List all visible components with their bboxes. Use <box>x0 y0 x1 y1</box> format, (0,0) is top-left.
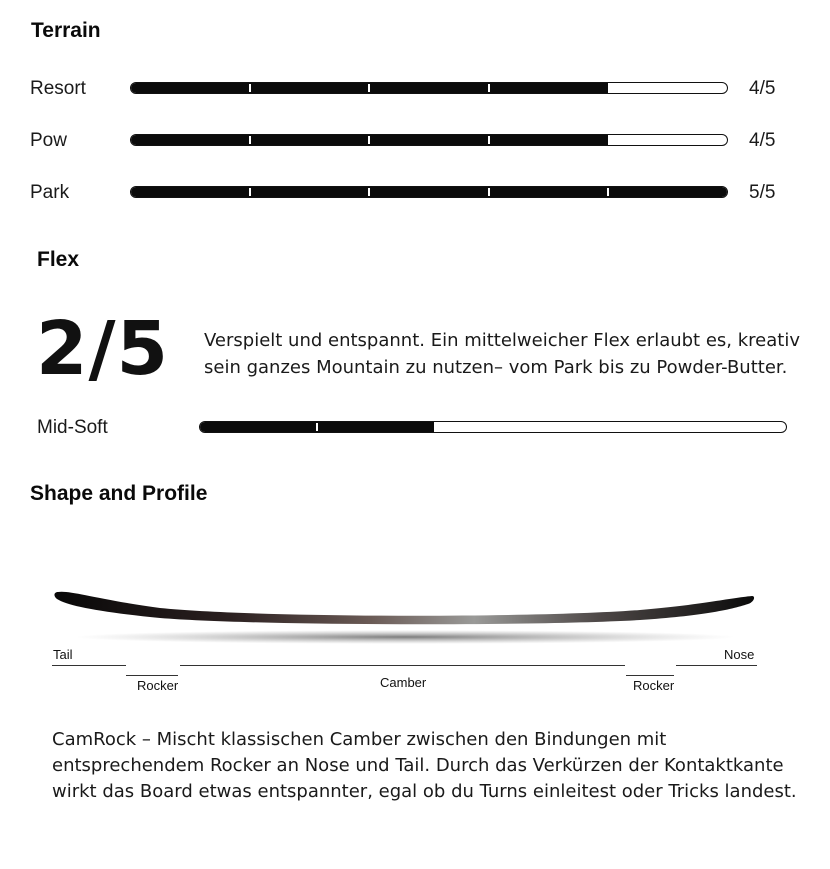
profile-line-camber <box>180 665 625 666</box>
flex-level-label: Mid-Soft <box>37 417 108 438</box>
board-shadow <box>75 630 735 644</box>
flex-heading: Flex <box>37 248 80 271</box>
snowboard-shape <box>54 592 754 625</box>
flex-description-line2: sein ganzes Mountain zu nutzen– vom Park bis zu Powder-Butter. <box>204 357 788 378</box>
terrain-value-pow: 4/5 <box>749 130 776 151</box>
bar-segment-tick <box>607 188 609 196</box>
shape-description-line2: entsprechendem Rocker an Nose und Tail. Durch das Verkürzen der Kontaktkante <box>52 755 784 776</box>
shape-description-line1: CamRock – Mischt klassischen Camber zwischen den Bindungen mit <box>52 729 667 750</box>
profile-label-rocker-left: Rocker <box>137 678 179 693</box>
flex-bar <box>199 421 787 433</box>
bar-segment-tick <box>316 423 318 431</box>
profile-label-tail: Tail <box>53 647 73 662</box>
profile-label-camber: Camber <box>380 675 427 690</box>
shape-description <box>52 727 812 805</box>
terrain-label-pow: Pow <box>30 130 67 151</box>
terrain-label-park: Park <box>30 182 70 203</box>
profile-line-tail <box>52 665 126 666</box>
terrain-heading: Terrain <box>31 19 101 42</box>
bar-segment-tick <box>488 136 490 144</box>
bar-segment-tick <box>368 84 370 92</box>
terrain-bar-pow <box>130 134 728 146</box>
terrain-bar-fill <box>131 187 727 197</box>
bar-segment-tick <box>368 136 370 144</box>
terrain-value-park: 5/5 <box>749 182 776 203</box>
bar-segment-tick <box>249 84 251 92</box>
flex-description <box>204 327 804 381</box>
terrain-bar-resort <box>130 82 728 94</box>
shape-description-line3: wirkt das Board etwas entspannter, egal ob du Turns einleitest oder Tricks landest. <box>52 781 797 802</box>
profile-label-nose: Nose <box>724 647 755 662</box>
profile-line-nose <box>676 665 757 666</box>
profile-line-rocker-left <box>126 675 178 676</box>
flex-description-line1: Verspielt und entspannt. Ein mittelweicher Flex erlaubt es, kreativ <box>204 330 800 351</box>
bar-segment-tick <box>249 188 251 196</box>
profile-line-rocker-right <box>626 675 674 676</box>
terrain-bar-park <box>130 186 728 198</box>
terrain-label-resort: Resort <box>30 78 86 99</box>
terrain-value-resort: 4/5 <box>749 78 776 99</box>
shape-heading: Shape and Profile <box>30 482 208 505</box>
bar-segment-tick <box>368 188 370 196</box>
flex-rating: 2/5 <box>36 306 170 392</box>
profile-label-rocker-right: Rocker <box>633 678 675 693</box>
snowboard-profile-image <box>40 580 770 650</box>
bar-segment-tick <box>488 84 490 92</box>
bar-segment-tick <box>249 136 251 144</box>
bar-segment-tick <box>488 188 490 196</box>
